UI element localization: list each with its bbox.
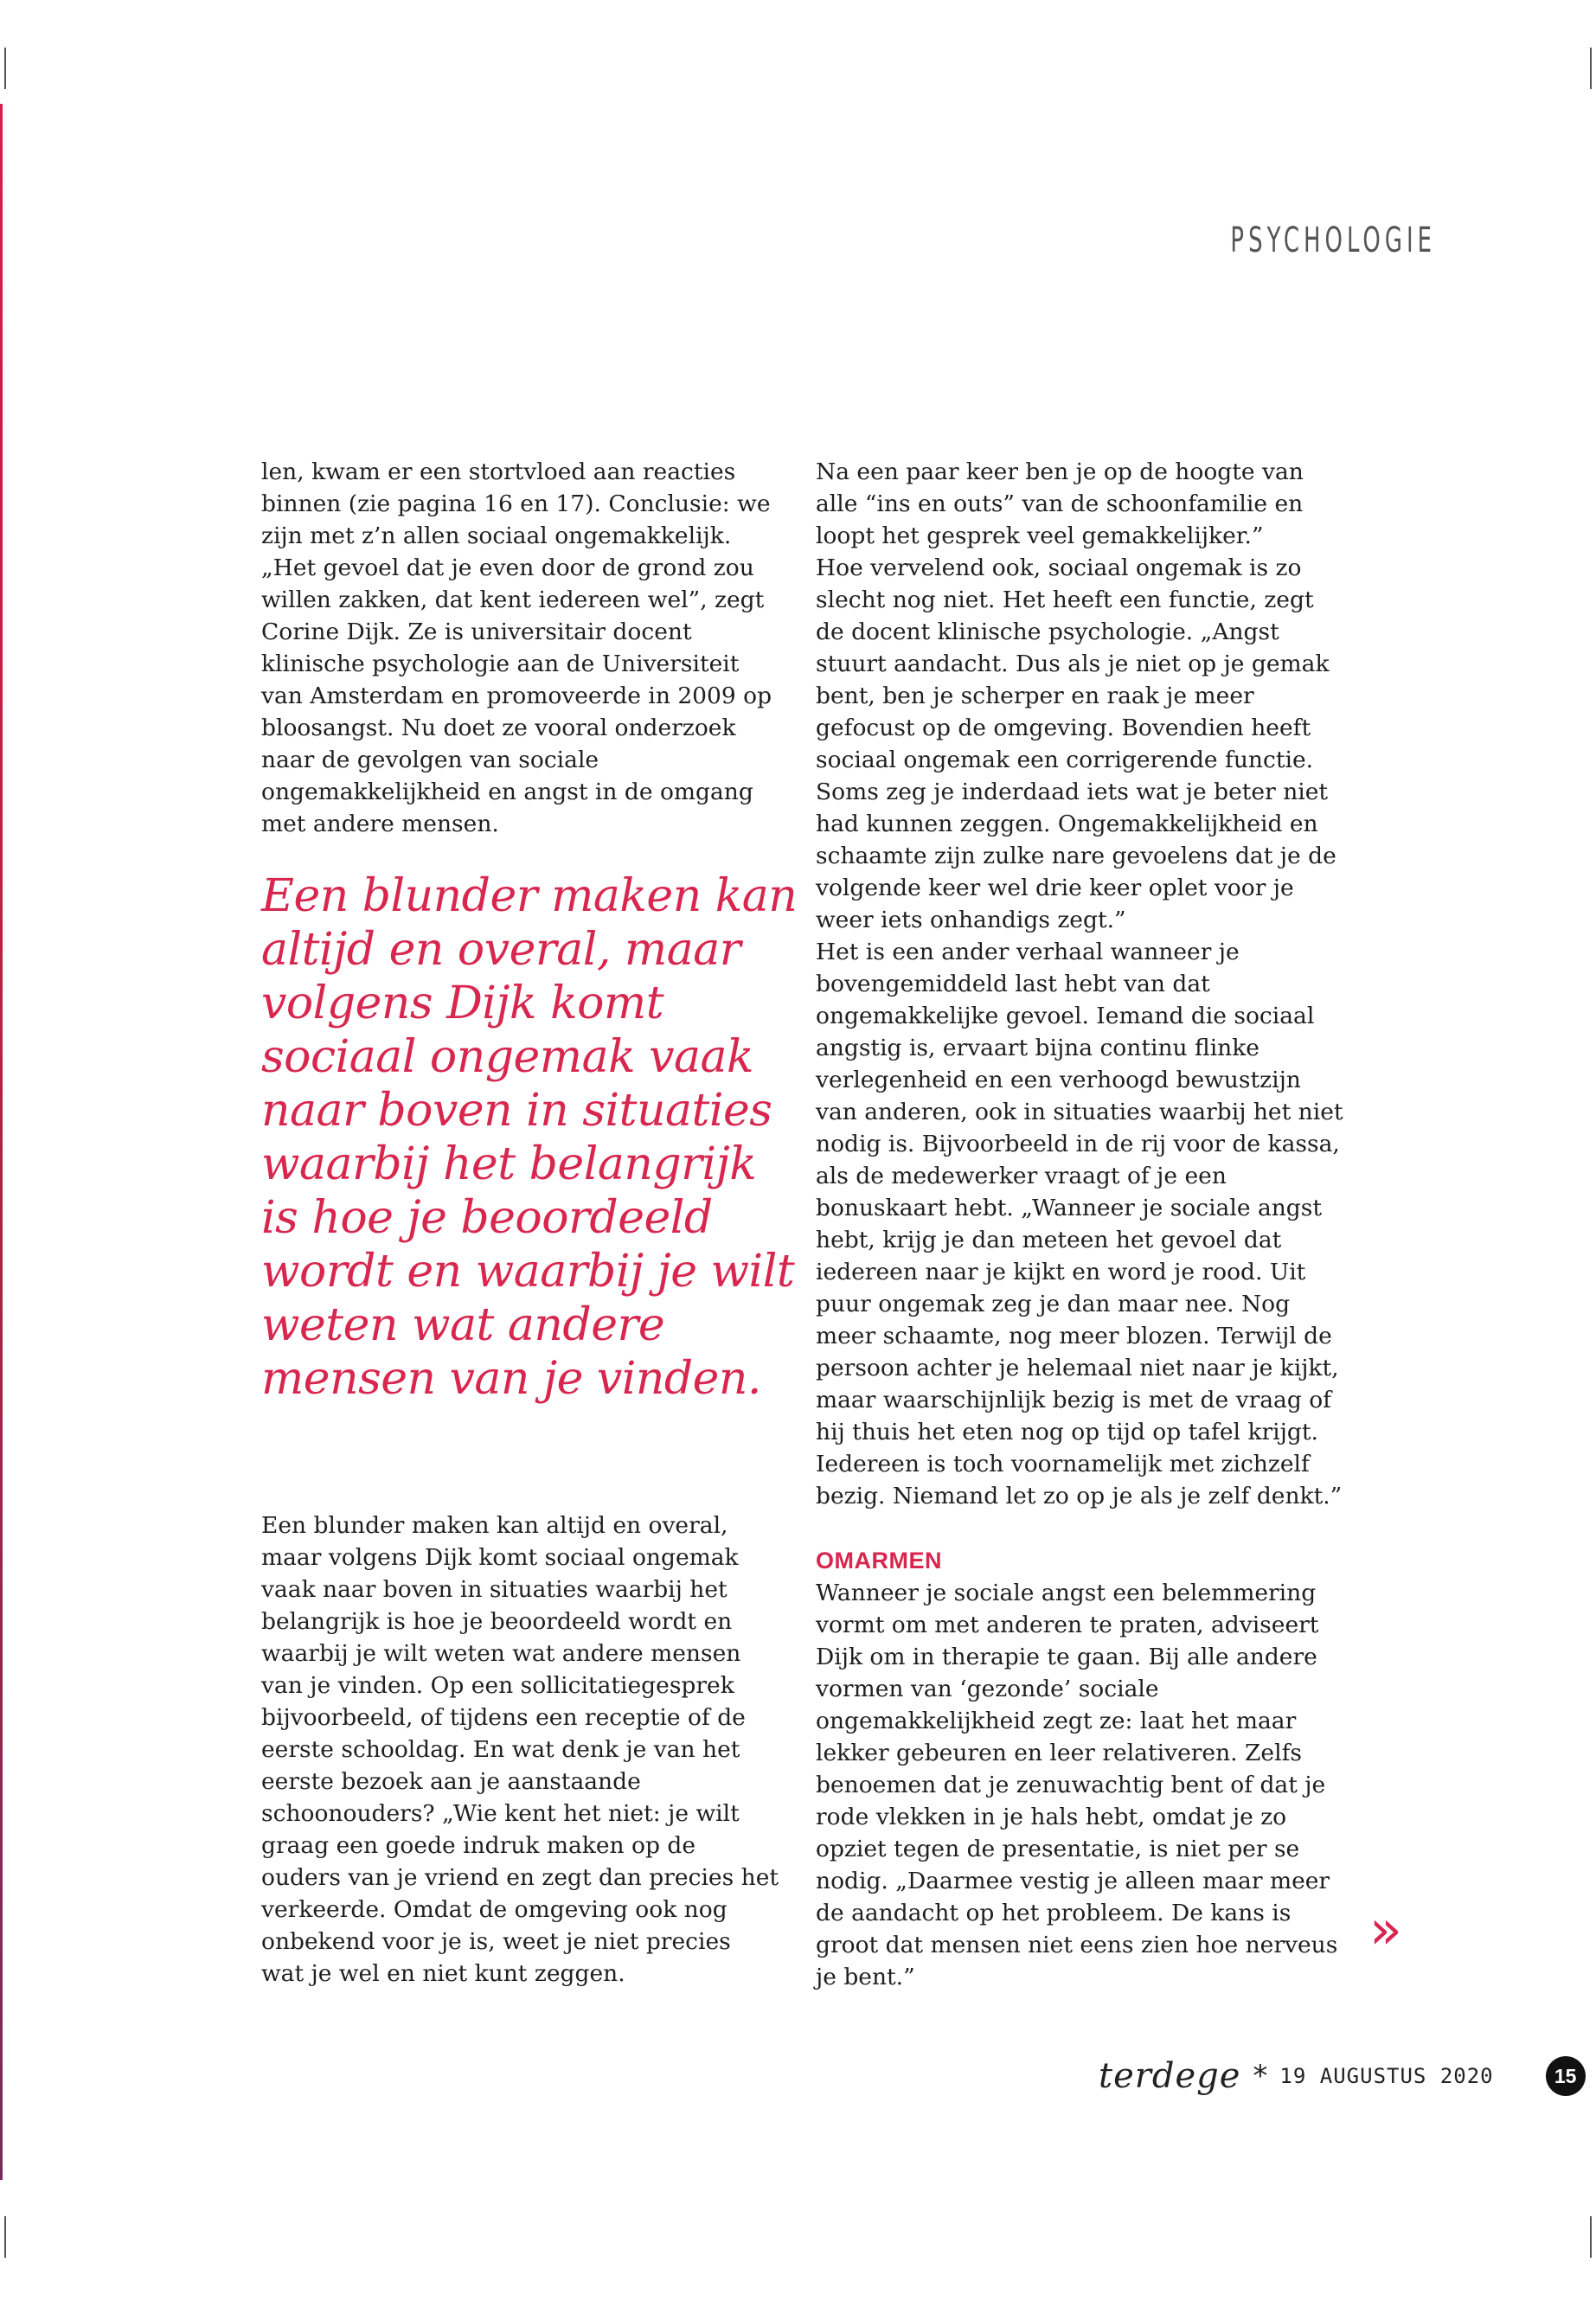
page-edge-bar (0, 104, 3, 2180)
issue-date: 19 AUGUSTUS 2020 (1279, 2064, 1494, 2088)
section-subheading: OMARMEN (816, 1548, 942, 1574)
body-paragraph: Hoe vervelend ook, sociaal ongemak is zo slecht nog niet. Het heeft een functie, zegt de docent klinische psychologie. „Angst stuurt aandacht. Dus als je niet op je gemak bent, ben je scherper en raak je meer gefocust op de omgeving. Bovendien heeft sociaal ongemak een corrigerende functie. Soms zeg je inderdaad iets wat je beter niet had kunnen zeggen. Ongemakkelijkheid en schaamte zijn zulke nare gevoelens dat je de volgende keer wel drie keer oplet voor je weer iets onhandigs zegt.” (816, 554, 1336, 933)
body-paragraph: Wanneer je sociale angst een belemmering vormt om met anderen te praten, adviseert Dijk om in therapie te gaan. Bij alle andere vormen van ‘gezonde’ sociale ongemakkelijkheid zegt ze: laat het maar lekker gebeuren en leer relativeren. Zelfs benoemen dat je zenuwachtig bent of dat je rode vlekken in je hals hebt, omdat je zo opziet tegen de presentatie, is niet per se nodig. „Daarmee vestig je alleen maar meer de aandacht op het probleem. De kans is groot dat mensen niet eens zien hoe nerveus je bent.” (816, 1580, 1338, 1990)
crop-mark-bottom-right (1590, 2216, 1592, 2258)
body-paragraph: Het is een ander verhaal wanneer je bovengemiddeld last hebt van dat ongemakkelijke gevoel. Iemand die sociaal angstig is, ervaart bijna continu flinke verlegenheid en een verhoogd bewustzijn van anderen, ook in situaties waarbij het niet nodig is. Bijvoorbeeld in de rij voor de kassa, als de medewerker vraagt of je een bonuskaart hebt. „Wanneer je sociale angst hebt, krijg je dan meteen het gevoel dat iedereen naar je kijkt en word je rood. Uit puur ongemak zeg je dan maar nee. Nog meer schaamte, nog meer blozen. Terwijl de persoon achter je helemaal niet naar je kijkt, maar waarschijnlijk bezig is met de vraag of hij thuis het eten nog op tijd op tafel krijgt. Iedereen is toch voornamelijk met zichzelf bezig. Niemand let zo op je als je zelf denkt.” (816, 939, 1343, 1509)
body-paragraph: Na een paar keer ben je op de hoogte van alle “ins en outs” van de schoonfamilie en loopt het gesprek veel gemakkelijker.” (816, 458, 1304, 549)
page-footer (1099, 2050, 1586, 2102)
article-column-right (816, 456, 1343, 1993)
article-column-left-top (261, 456, 780, 840)
body-paragraph: Een blunder maken kan altijd en overal, maar volgens Dijk komt sociaal ongemak vaak naar boven in situaties waarbij het belangrijk is hoe je beoordeeld wordt en waarbij je wilt weten wat andere mensen van je vinden. Op een sollicitatiegesprek bijvoorbeeld, of tijdens een receptie of de eerste schooldag. En wat denk je van het eerste bezoek aan je aanstaande schoonouders? „Wie kent het niet: je wilt graag een goede indruk maken op de ouders van je vriend en zegt dan precies het verkeerde. Omdat de omgeving ook nog onbekend voor je is, weet je niet precies wat je wel en niet kunt zeggen. (261, 1512, 779, 1987)
continue-arrow-icon: » (1369, 1898, 1402, 1961)
pull-quote: Een blunder maken kan altijd en overal, maar volgens Dijk komt sociaal ongemak vaak naar boven in situaties waarbij het belangrijk is hoe je beoordeeld wordt en waarbij je wilt weten wat andere mensen van je vinden. (261, 870, 798, 1405)
crop-mark-top-right (1590, 48, 1592, 89)
asterisk-separator-icon: * (1253, 2059, 1268, 2093)
crop-mark-top-left (4, 48, 6, 89)
article-column-left-bottom (261, 1509, 780, 1990)
crop-mark-bottom-left (4, 2216, 6, 2258)
section-label: PSYCHOLOGIE (1230, 221, 1436, 260)
body-paragraph: len, kwam er een stortvloed aan reacties binnen (zie pagina 16 en 17). Conclusie: we zijn met z’n allen sociaal ongemakkelijk. „Het gevoel dat je even door de grond zou willen zakken, dat kent iedereen wel”, zegt Corine Dijk. Ze is universitair docent klinische psychologie aan de Universiteit van Amsterdam en promoveerde in 2009 op bloosangst. Nu doet ze vooral onderzoek naar de gevolgen van sociale ongemakkelijkheid en angst in de omgang met andere mensen. (261, 458, 772, 837)
magazine-logo: terdege (1099, 2056, 1241, 2096)
page-number: 15 (1546, 2056, 1586, 2096)
